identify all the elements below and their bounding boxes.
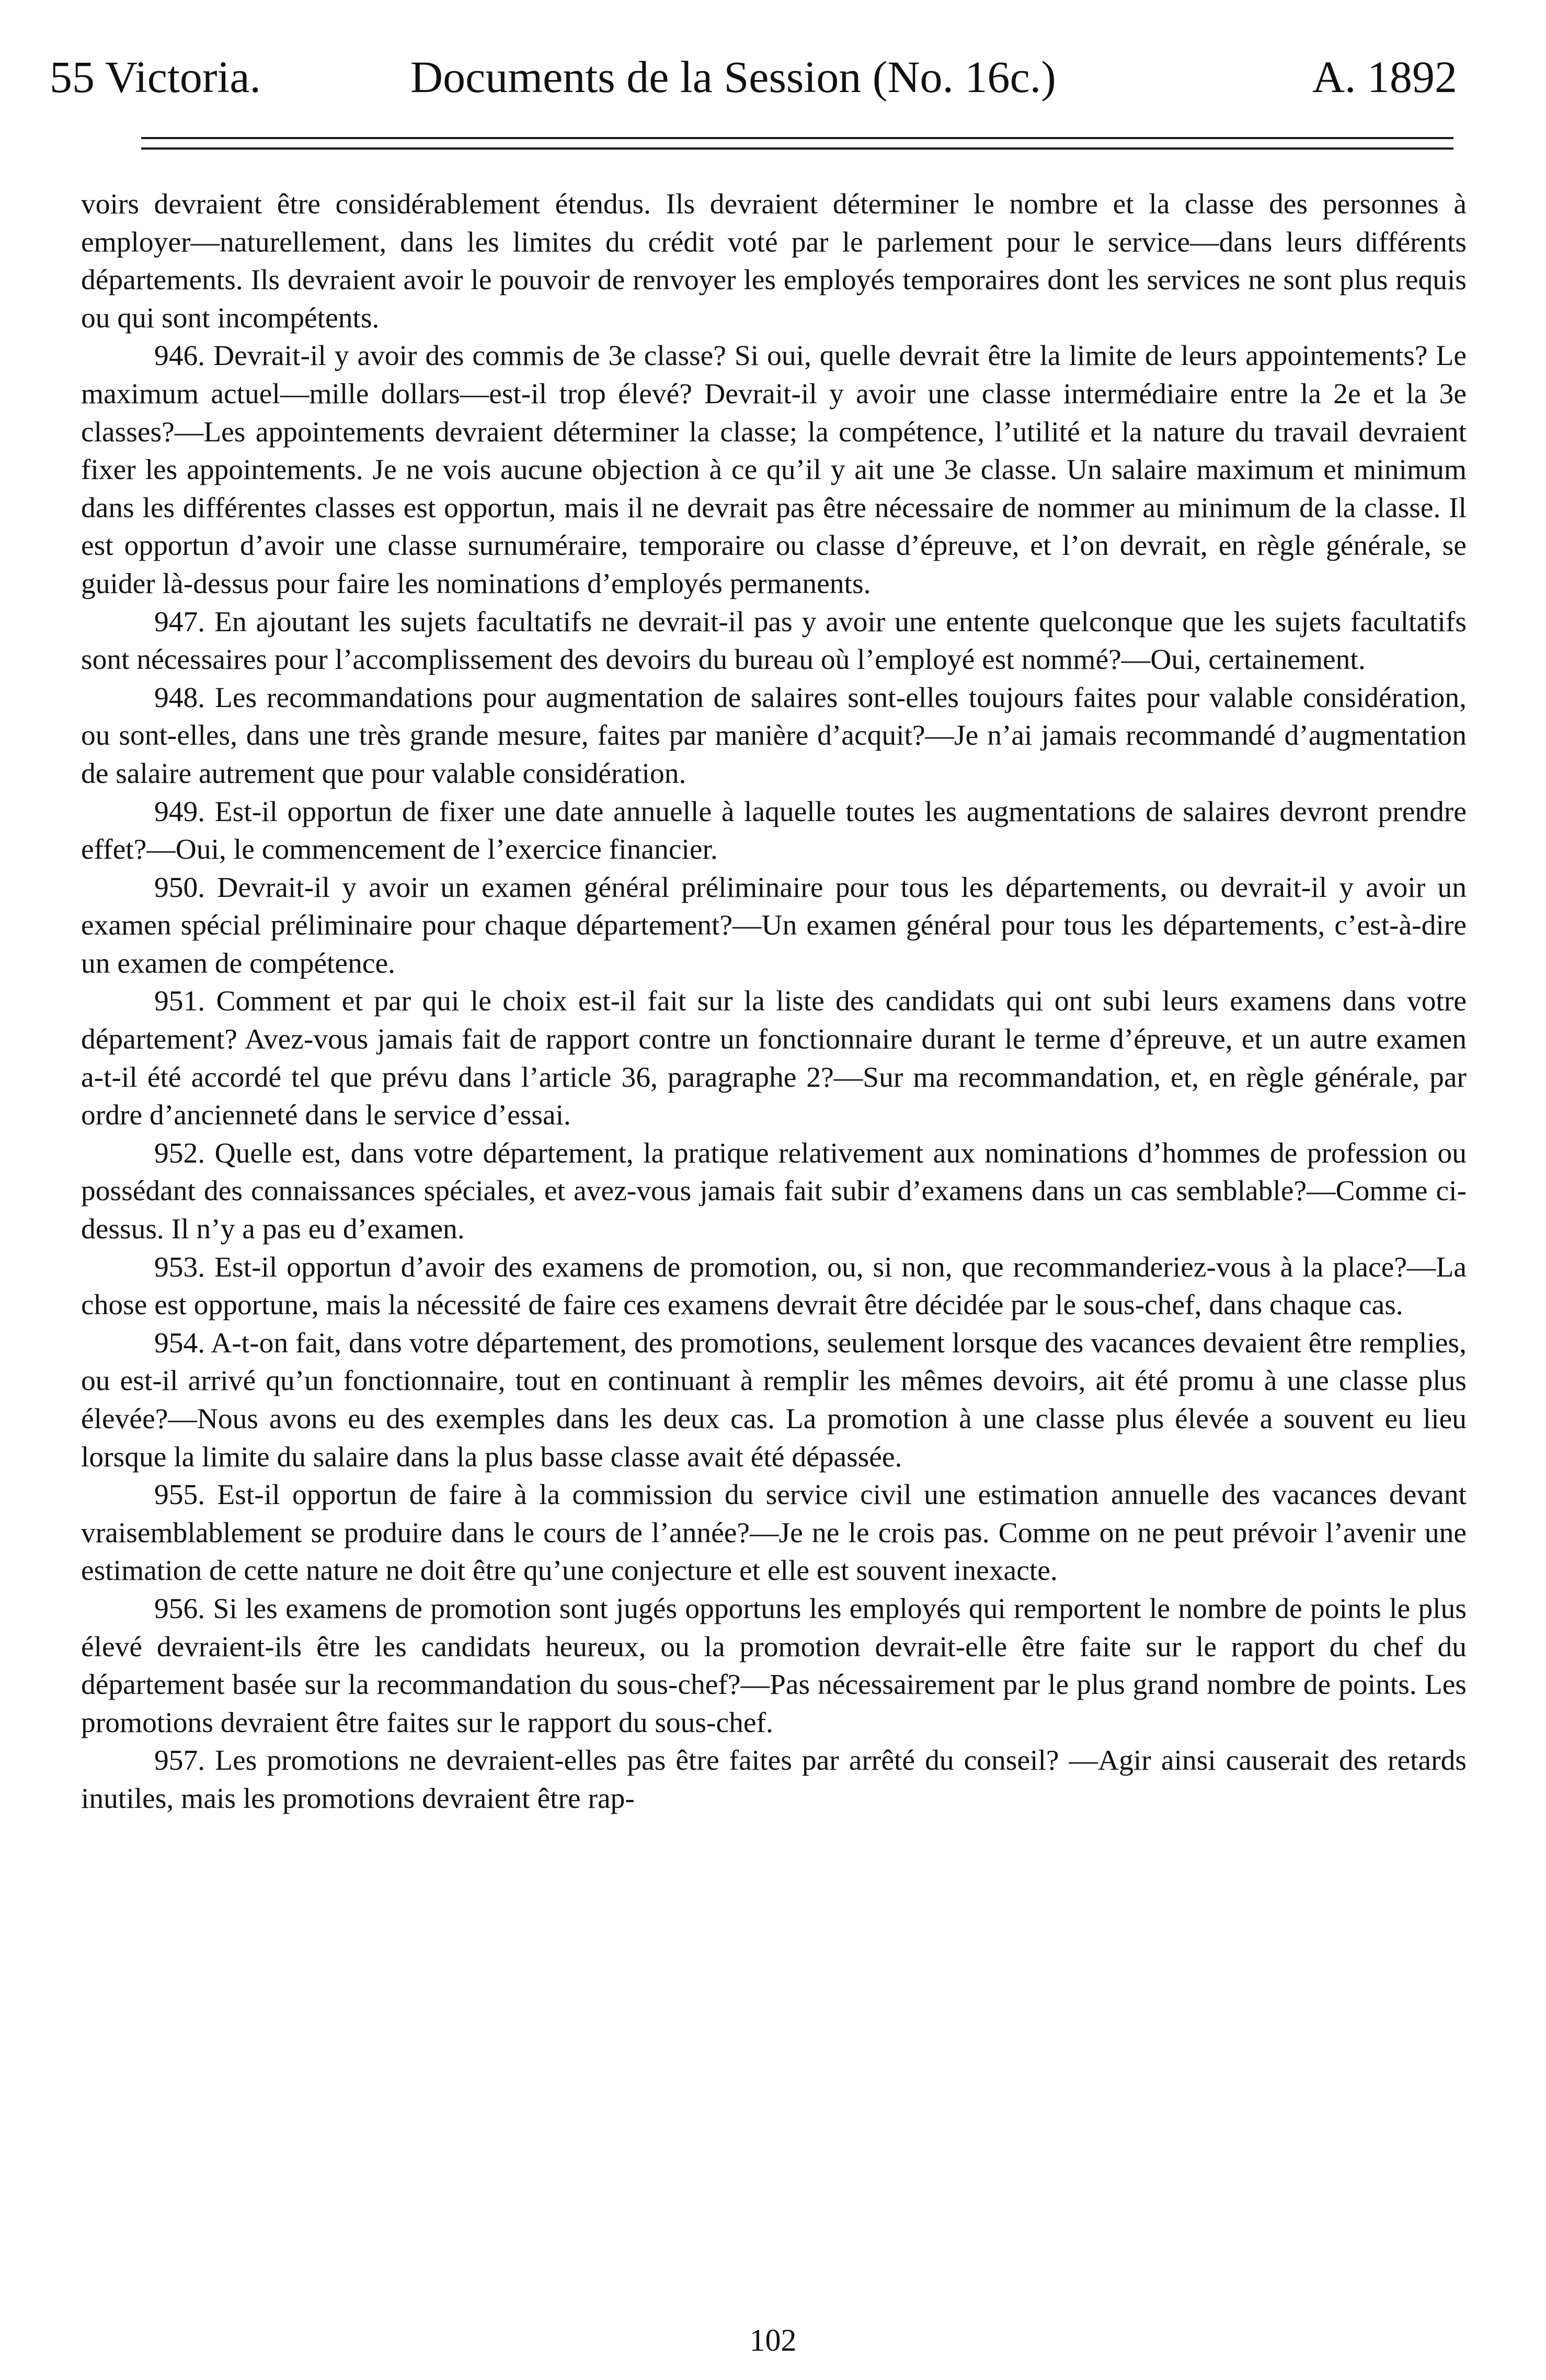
paragraph-957: 957. Les promotions ne devraient-elles pas être faites par arrêté du conseil? —Agir ainsi causerait des retards inutiles, mais les promotions devraient être rap-: [81, 1745, 1467, 1815]
header-title: Documents de la Session (No. 16c.): [410, 52, 1056, 102]
paragraph-continuation: voirs devraient être considérablement étendus. Ils devraient déterminer le nombre et la classe des personnes à employer—naturellement, dans les limites du crédit voté par le parlement pour le service—dans leurs différents départements. Ils devraient avoir le pouvoir de renvoyer les employés temporaires dont les services ne sont plus requis ou qui sont incompétents.: [81, 188, 1467, 334]
paragraph-956: 956. Si les examens de promotion sont jugés opportuns les employés qui remportent le nombre de points le plus élevé devraient-ils être les candidats heureux, ou la promotion devrait-elle être faite sur le rapport du chef du département basée sur la recommandation du sous-chef?—Pas nécessairement par le plus grand nombre de points. Les promotions devraient être faites sur le rapport du sous-chef.: [81, 1592, 1467, 1739]
paragraph-947: 947. En ajoutant les sujets facultatifs ne devrait-il pas y avoir une entente quelconque que les sujets facultatifs sont nécessaires pour l’accomplissement des devoirs du bureau où l’employé est nommé?—Oui, certainement.: [81, 606, 1467, 676]
header-rule-top: [141, 137, 1453, 139]
header-year: A. 1892: [1312, 52, 1457, 102]
header-volume: 55 Victoria.: [50, 52, 261, 102]
body-text: [81, 186, 1467, 1818]
paragraph-946: 946. Devrait-il y avoir des commis de 3e classe? Si oui, quelle devrait être la limite de leurs appointements? Le maximum actuel—mille dollars—est-il trop élevé? Devrait-il y avoir une classe intermédiaire entre la 2e et la 3e classes?—Les appointements devraient déterminer la classe; la compétence, l’utilité et la nature du travail devraient fixer les appointements. Je ne vois aucune objection à ce qu’il y ait une 3e classe. Un salaire maximum et minimum dans les différentes classes est opportun, mais il ne devrait pas être nécessaire de nommer au minimum de la classe. Il est opportun d’avoir une classe surnuméraire, temporaire ou classe d’épreuve, et l’on devrait, en règle générale, se guider là-dessus pour faire les nominations d’employés permanents.: [81, 340, 1467, 600]
paragraph-955: 955. Est-il opportun de faire à la commission du service civil une estimation annuelle des vacances devant vraisemblablement se produire dans le cours de l’année?—Je ne le crois pas. Comme on ne peut prévoir l’avenir une estimation de cette nature ne doit être qu’une conjecture et elle est souvent inexacte.: [81, 1479, 1467, 1587]
header-rule-bottom: [141, 147, 1453, 150]
paragraph-954: 954. A-t-on fait, dans votre département, des promotions, seulement lorsque des vacances devaient être remplies, ou est-il arrivé qu’un fonctionnaire, tout en continuant à remplir les mêmes devoirs, ait été promu à une classe plus élevée?—Nous avons eu des exemples dans les deux cas. La promotion à une classe plus élevée a souvent eu lieu lorsque la limite du salaire dans la plus basse classe avait été dépassée.: [81, 1327, 1467, 1473]
paragraph-949: 949. Est-il opportun de fixer une date annuelle à laquelle toutes les augmentations de salaires devront prendre effet?—Oui, le commencement de l’exercice financier.: [81, 795, 1467, 866]
paragraph-953: 953. Est-il opportun d’avoir des examens de promotion, ou, si non, que recommanderiez-vous à la place?—La chose est opportune, mais la nécessité de faire ces examens devrait être décidée par le sous-chef, dans chaque cas.: [81, 1251, 1467, 1322]
paragraph-951: 951. Comment et par qui le choix est-il fait sur la liste des candidats qui ont subi leurs examens dans votre département? Avez-vous jamais fait de rapport contre un fonctionnaire durant le terme d’épreuve, et un autre examen a-t-il été accordé tel que prévu dans l’article 36, paragraphe 2?—Sur ma recommandation, et, en règle générale, par ordre d’ancienneté dans le service d’essai.: [81, 985, 1467, 1132]
paragraph-950: 950. Devrait-il y avoir un examen général préliminaire pour tous les départements, ou devrait-il y avoir un examen spécial préliminaire pour chaque département?—Un examen général pour tous les départements, c’est-à-dire un examen de compétence.: [81, 871, 1467, 980]
page-number: 102: [749, 2323, 797, 2358]
running-head: [50, 43, 1457, 111]
paragraph-952: 952. Quelle est, dans votre département, la pratique relativement aux nominations d’hommes de profession ou possédant des connaissances spéciales, et avez-vous jamais fait subir d’examens dans un cas semblable?—Comme ci-dessus. Il n’y a pas eu d’examen.: [81, 1137, 1467, 1246]
paragraph-948: 948. Les recommandations pour augmentation de salaires sont-elles toujours faites pour valable considération, ou sont-elles, dans une très grande mesure, faites par manière d’acquit?—Je n’ai jamais recommandé d’augmentation de salaire autrement que pour valable considération.: [81, 681, 1467, 790]
